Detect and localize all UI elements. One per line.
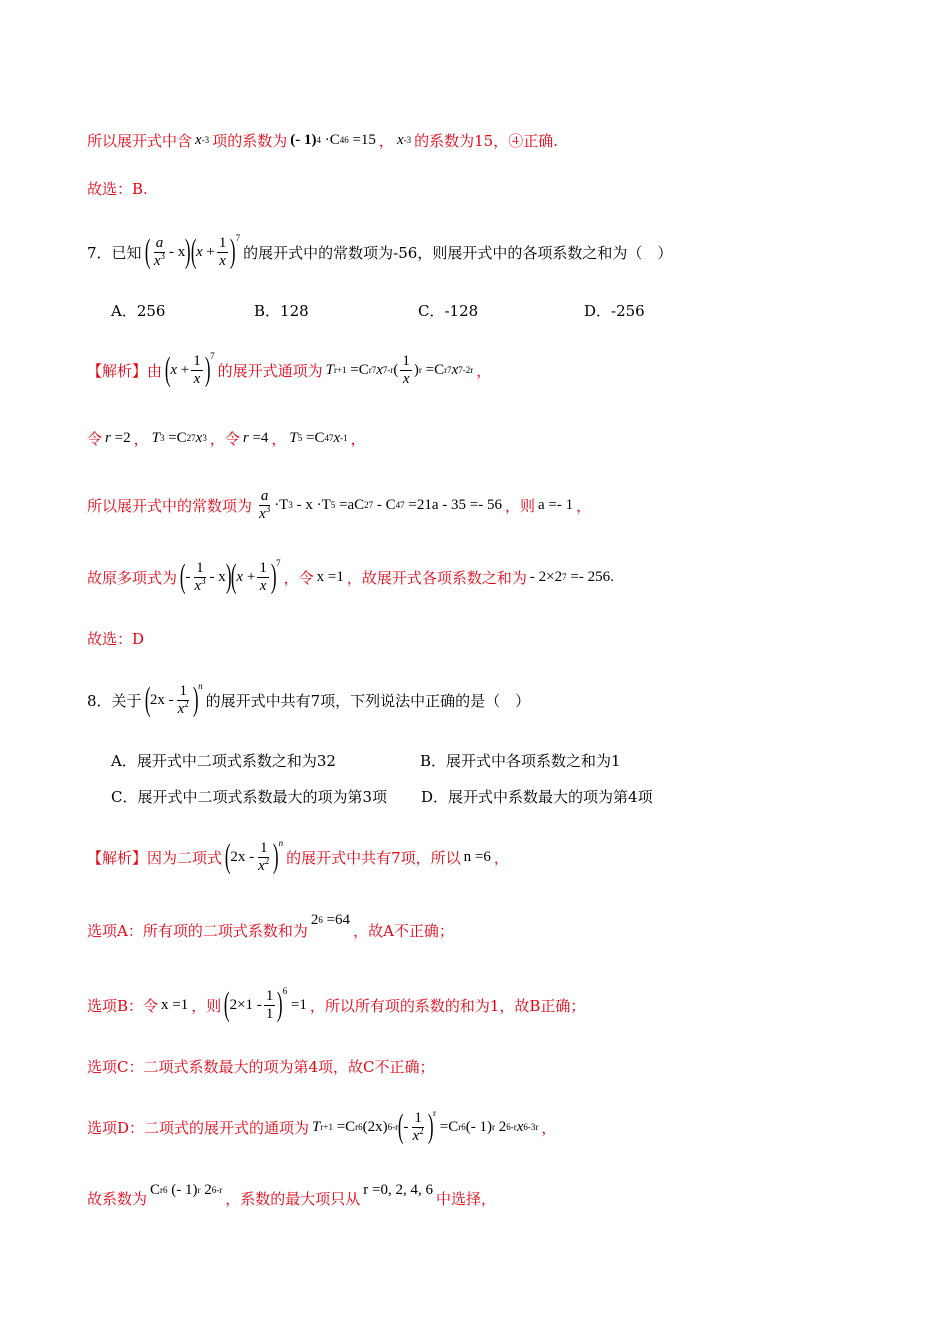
math-r-eq-4: r =4 — [242, 429, 269, 446]
solution-8-option-b — [87, 980, 585, 1030]
math-general-term: T r+1 =C r 7 x 7-r ( $\frac{1}{x}$ ) r =C r 7 x 7-2r — [325, 352, 474, 387]
math-x-eq-1: x =1 — [316, 568, 344, 585]
text: 因为二项式 — [147, 848, 223, 867]
text: ，令 — [209, 429, 240, 448]
text: 项的系数为 — [212, 131, 288, 150]
option-d: D．-256 — [584, 302, 645, 320]
solution-7-line-2 — [87, 418, 366, 458]
solution-label: 【解析】 — [87, 361, 148, 380]
text: 由 — [147, 361, 163, 380]
option-d: D．展开式中系数最大的项为第4项 — [421, 788, 653, 806]
math-x-pow: x -3 — [396, 131, 412, 148]
solution-7-line-5 — [87, 618, 144, 658]
text: 选项C：二项式系数最大的项为第4项，故C不正确； — [87, 1057, 435, 1076]
text: 选项A：所有项的二项式系数和为 — [87, 921, 308, 940]
solution-7-line-4 — [87, 552, 617, 602]
math-expression: ( x + $\frac{1}{x}$ ) $^7$ — [164, 351, 215, 388]
math-expression: ( 2x - $\frac{1}{x^2}$ ) $^n$ — [144, 681, 203, 718]
math-2-pow-6: 2 6 =64 — [310, 911, 351, 928]
solution-label: 【解析】 — [87, 848, 148, 867]
text: ， — [476, 361, 492, 380]
solution-8-option-a — [87, 910, 454, 950]
text: 的展开式通项为 — [217, 361, 323, 380]
solution-8-line-last — [87, 1178, 496, 1218]
text: 的系数为15，④正确. — [414, 131, 558, 150]
text: ， — [541, 1118, 557, 1137]
text: 中选择， — [436, 1189, 497, 1208]
text: ，故展开式各项系数之和为 — [346, 568, 527, 587]
text: ， — [350, 429, 366, 448]
text: 所以展开式中的常数项为 — [87, 496, 253, 515]
option-c: C．-128 — [418, 302, 479, 320]
text: ，则 — [504, 496, 535, 515]
question-7 — [87, 228, 672, 276]
math-r-list: r =0, 2, 4, 6 — [363, 1181, 434, 1198]
text: 7．已知 — [87, 243, 142, 262]
text: 令 — [87, 429, 103, 448]
math-coef: (- 1) 4 ·C 4 6 =15 — [290, 131, 376, 148]
math-polynomial: ( - $\frac{1}{x^3}$ - x ) ( x + $\frac{1}{x}$ ) $^7$ — [179, 558, 281, 595]
math-coefficient: C r 6 (- 1) r 2 6-r — [150, 1181, 223, 1198]
text: ， — [576, 496, 592, 515]
text: 故选：B. — [87, 179, 148, 198]
text: 选项B：令 — [87, 996, 159, 1015]
math-r-eq-2: r =2 — [105, 429, 131, 446]
math-sum: - 2×2 7 =- 256 . — [529, 568, 614, 585]
text: ， — [133, 429, 149, 448]
text: ，系数的最大项只从 — [225, 1189, 361, 1208]
option-c: C．展开式中二项式系数最大的项为第3项 — [111, 788, 388, 806]
text: ，令 — [283, 568, 314, 587]
text: ， — [378, 131, 394, 150]
solution-8-option-d — [87, 1102, 556, 1152]
solution-8-option-c — [87, 1046, 435, 1086]
math-general-term: T r+1 =C r 6 (2x) 6-r ( - $\frac{1}{x^2}$ ) $^r$ =C r 6 (- 1) r 2 6-r x 6-3r — [312, 1108, 539, 1145]
text: 故系数为 — [87, 1189, 148, 1208]
solution-7-line-1 — [87, 345, 491, 395]
question-8 — [87, 676, 530, 724]
solution-line-1 — [87, 120, 558, 160]
text: ， — [271, 429, 287, 448]
text: 的展开式中共有7项，下列说法中正确的是（ ） — [205, 691, 531, 710]
math-t5: T 5 =C 4 7 x -1 — [289, 429, 348, 446]
text: ，故A不正确； — [353, 921, 454, 940]
text: ，则 — [191, 996, 222, 1015]
text: 故选：D — [87, 629, 145, 648]
option-b: B．128 — [254, 302, 309, 320]
option-b: B．展开式中各项系数之和为1 — [420, 752, 621, 770]
math-expression: ( 2x - $\frac{1}{x^2}$ ) $^n$ — [224, 838, 284, 875]
solution-7-line-3 — [87, 482, 591, 528]
text: 的展开式中的常数项为-56，则展开式中的各项系数之和为（ ） — [243, 243, 673, 262]
text: 8．关于 — [87, 691, 142, 710]
math-t3: T 3 =C 2 7 x 3 — [151, 429, 207, 446]
solution-8-line-1 — [87, 832, 509, 882]
math-x-pow: x -3 — [195, 131, 210, 148]
text: ，所以所有项的系数的和为1，故B正确； — [309, 996, 586, 1015]
math-constant-term: $\frac{a}{x^3}$ ·T 3 - x ·T 5 =aC 2 7 - C 4 7 =21a - 35 =- 56 — [259, 487, 502, 522]
math-evaluation: ( 2×1 - $\frac{1}{1}$ ) $^6$ =1 — [224, 986, 307, 1023]
option-a: A．256 — [111, 302, 166, 320]
text: 的展开式中共有7项，所以 — [286, 848, 461, 867]
text: ， — [493, 848, 509, 867]
math-x-eq-1: x =1 — [161, 996, 189, 1013]
option-a: A．展开式中二项式系数之和为32 — [111, 752, 336, 770]
solution-line-2 — [87, 168, 148, 208]
math-expression: ( $\frac{a}{x^3}$ - x ) ( x + $\frac{1}{x}$ ) $^7$ — [144, 233, 241, 270]
math-a-value: a =- 1 — [537, 496, 574, 513]
text: 选项D：二项式的展开式的通项为 — [87, 1118, 310, 1137]
text: 故原多项式为 — [87, 568, 178, 587]
math-n-eq-6: n =6 — [463, 848, 491, 865]
text: 所以展开式中含 — [87, 131, 193, 150]
